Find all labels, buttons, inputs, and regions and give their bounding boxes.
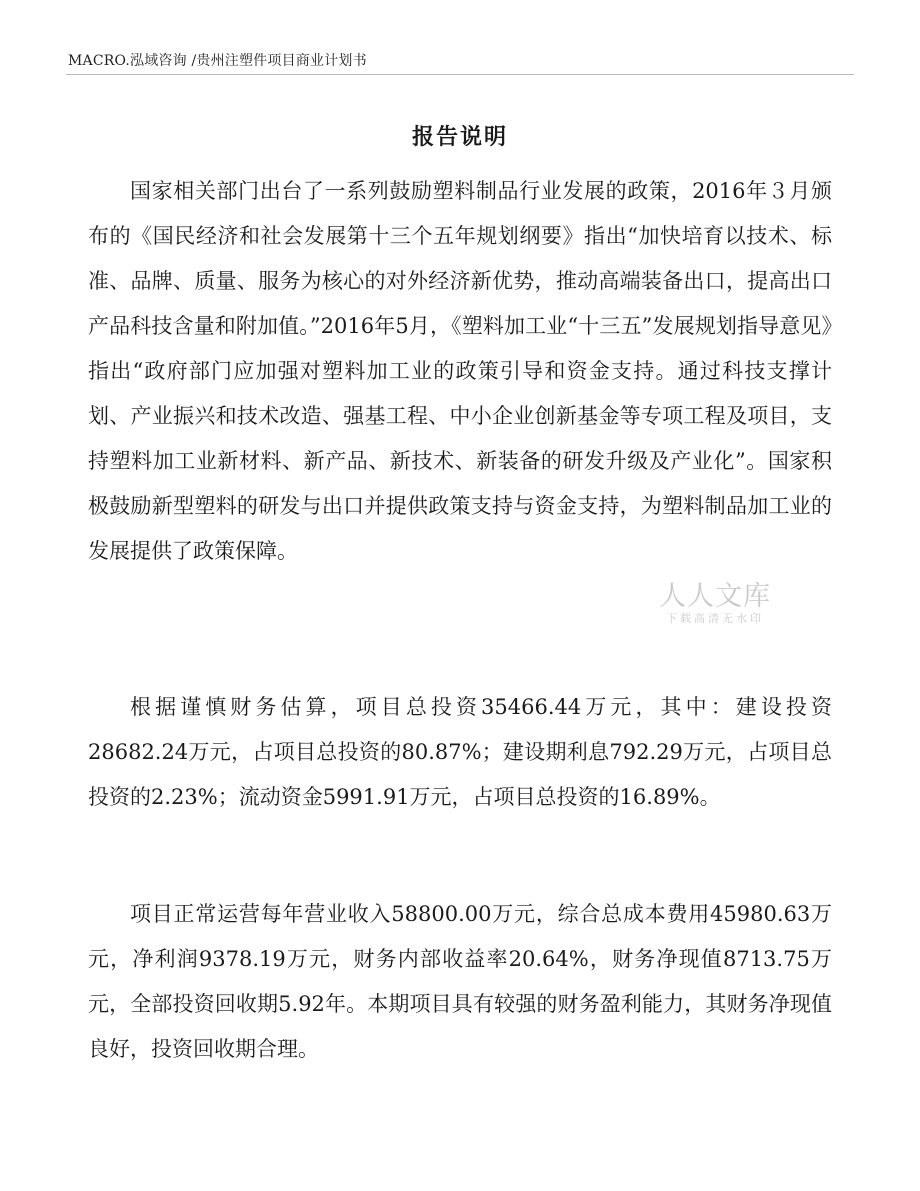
watermark-logo	[650, 582, 780, 626]
header-divider	[66, 74, 854, 75]
paragraph-text: 根据谨慎财务估算，项目总投资35466.44万元，其中：建设投资28682.24万元，占项目总投资的80.87%；建设期利息792.29万元，占项目总投资的2.23%；流动资金5991.91万元，占项目总投资的16.89%。	[88, 695, 832, 809]
paragraph-text: 项目正常运营每年营业收入58800.00万元，综合总成本费用45980.63万元，净利润9378.19万元，财务内部收益率20.64%，财务净现值8713.75万元，全部投资回收期5.92年。本期项目具有较强的财务盈利能力，其财务净现值良好，投资回收期合理。	[88, 902, 832, 1061]
paragraph-text: 国家相关部门出台了一系列鼓励塑料制品行业发展的政策，2016年３月颁布的《国民经济和社会发展第十三个五年规划纲要》指出“加快培育以技术、标准、品牌、质量、服务为核心的对外经济新优势，推动高端装备出口，提高出口产品科技含量和附加值。”2016年5月，《塑料加工业“十三五”发展规划指导意见》指出“政府部门应加强对塑料加工业的政策引导和资金支持。通过科技支撑计划、产业振兴和技术改造、强基工程、中小企业创新基金等专项工程及项目，支持塑料加工业新材料、新产品、新技术、新装备的研发升级及产业化”。国家积极鼓励新型塑料的研发与出口并提供政策支持与资金支持，为塑料制品加工业的发展提供了政策保障。	[88, 179, 832, 563]
body-paragraph-1	[88, 169, 832, 574]
section-title: 报告说明	[411, 124, 508, 150]
running-header: MACRO.泓域咨询 /贵州注塑件项目商业计划书	[68, 53, 367, 69]
body-paragraph-3	[88, 892, 832, 1072]
watermark-sub-text: 下载高清无水印	[666, 612, 764, 625]
body-paragraph-2	[88, 685, 832, 820]
watermark-main-text: 人人文库	[659, 581, 771, 612]
